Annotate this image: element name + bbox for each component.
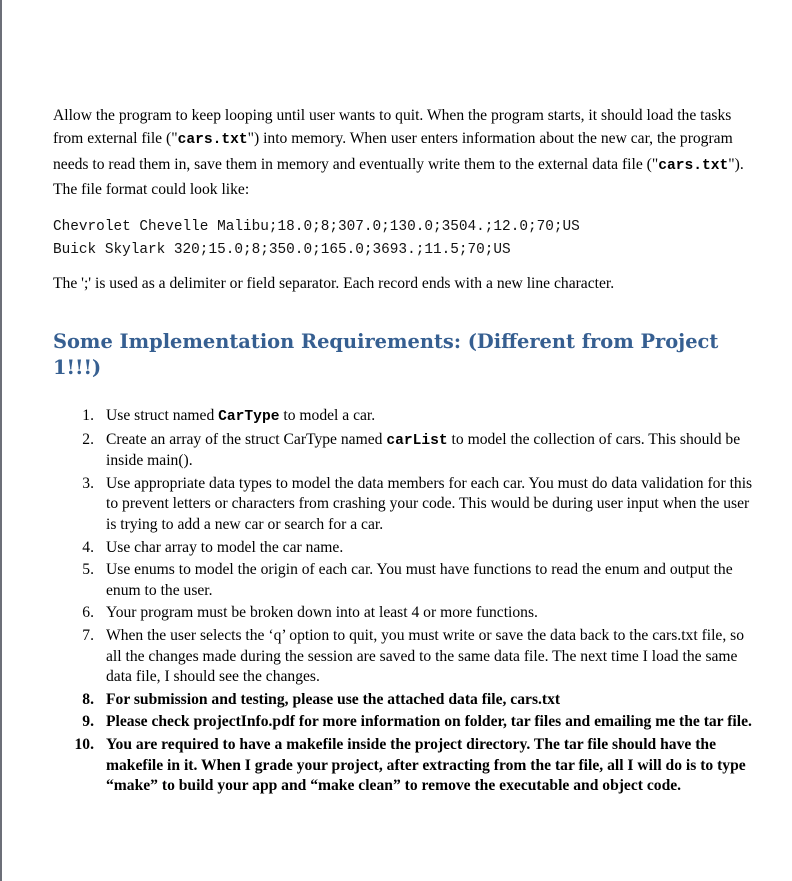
item-number: 4.	[82, 538, 94, 556]
code-sample	[53, 216, 763, 262]
requirement-item	[53, 735, 763, 797]
item-number: 2.	[82, 430, 94, 448]
page-left-border	[0, 0, 2, 881]
section-heading: Some Implementation Requirements: (Different from Project 1!!!)	[53, 330, 719, 380]
delimiter-note: The ';' is used as a delimiter or field separator. Each record ends with a new line character.	[53, 274, 615, 292]
code-identifier: carList	[386, 432, 448, 449]
item-text: For submission and testing, please use the attached data file, cars.txt	[106, 690, 561, 708]
item-number: 3.	[82, 474, 94, 492]
item-number: 10.	[74, 735, 94, 753]
requirement-item	[53, 560, 763, 601]
item-number: 7.	[82, 626, 94, 644]
item-number: 1.	[82, 407, 94, 425]
item-number: 6.	[82, 604, 94, 622]
intro-text-3: "). The file format could look like:	[53, 155, 744, 199]
item-text: Use enums to model the origin of each car. You must have functions to read the enum and output the enum to the user.	[106, 561, 733, 599]
requirements-list	[53, 406, 763, 797]
item-text: Please check projectInfo.pdf for more information on folder, tar files and emailing me the tar file.	[106, 713, 752, 731]
item-text: to model the collection of cars. This should be inside main().	[106, 430, 741, 470]
requirement-item	[53, 430, 763, 472]
intro-text-1: Allow the program to keep looping until user wants to quit. When the program starts, it should load the tasks from external file ("	[53, 107, 732, 148]
item-text: You are required to have a makefile inside the project directory. The tar file should have the makefile in it. When I grade your project, after extracting from the tar file, all I will do is to type “make” to build your app and “make clean” to remove the executable and object code.	[106, 735, 746, 795]
requirement-item	[53, 474, 763, 536]
item-number: 5.	[82, 561, 94, 579]
filename-cars-txt: cars.txt	[177, 132, 248, 149]
document-page	[53, 104, 763, 799]
requirement-item	[53, 538, 763, 559]
requirement-item	[53, 690, 763, 711]
intro-text-2: ") into memory. When user enters information about the new car, the program needs to read them in, save them in memory and eventually write them to the external data file ("	[53, 130, 733, 173]
item-text: Create an array of the struct CarType named	[106, 430, 387, 448]
item-text: Your program must be broken down into at least 4 or more functions.	[106, 604, 538, 622]
requirement-item	[53, 406, 763, 428]
item-number: 9.	[82, 713, 94, 731]
code-identifier: CarType	[218, 409, 280, 426]
requirement-item	[53, 626, 763, 688]
code-line: Buick Skylark 320;15.0;8;350.0;165.0;3693.;11.5;70;US	[53, 241, 511, 258]
item-text: Use char array to model the car name.	[106, 538, 344, 556]
filename-cars-txt: cars.txt	[658, 157, 729, 174]
code-line: Chevrolet Chevelle Malibu;18.0;8;307.0;130.0;3504.;12.0;70;US	[53, 218, 580, 235]
item-text: When the user selects the ‘q’ option to quit, you must write or save the data back to the cars.txt file, so all the changes made during the session are saved to the same data file. The next time I load the same data file, I should see the changes.	[106, 626, 745, 686]
item-text: to model a car.	[279, 407, 376, 425]
requirement-item	[53, 712, 763, 733]
item-text: Use struct named	[106, 407, 219, 425]
intro-paragraph	[53, 104, 763, 202]
item-number: 8.	[82, 690, 94, 708]
item-text: Use appropriate data types to model the data members for each car. You must do data validation for this to prevent letters or characters from crashing your code. This would be during user input when the user is trying to add a new car or search for a car.	[106, 474, 753, 533]
requirement-item	[53, 603, 763, 624]
